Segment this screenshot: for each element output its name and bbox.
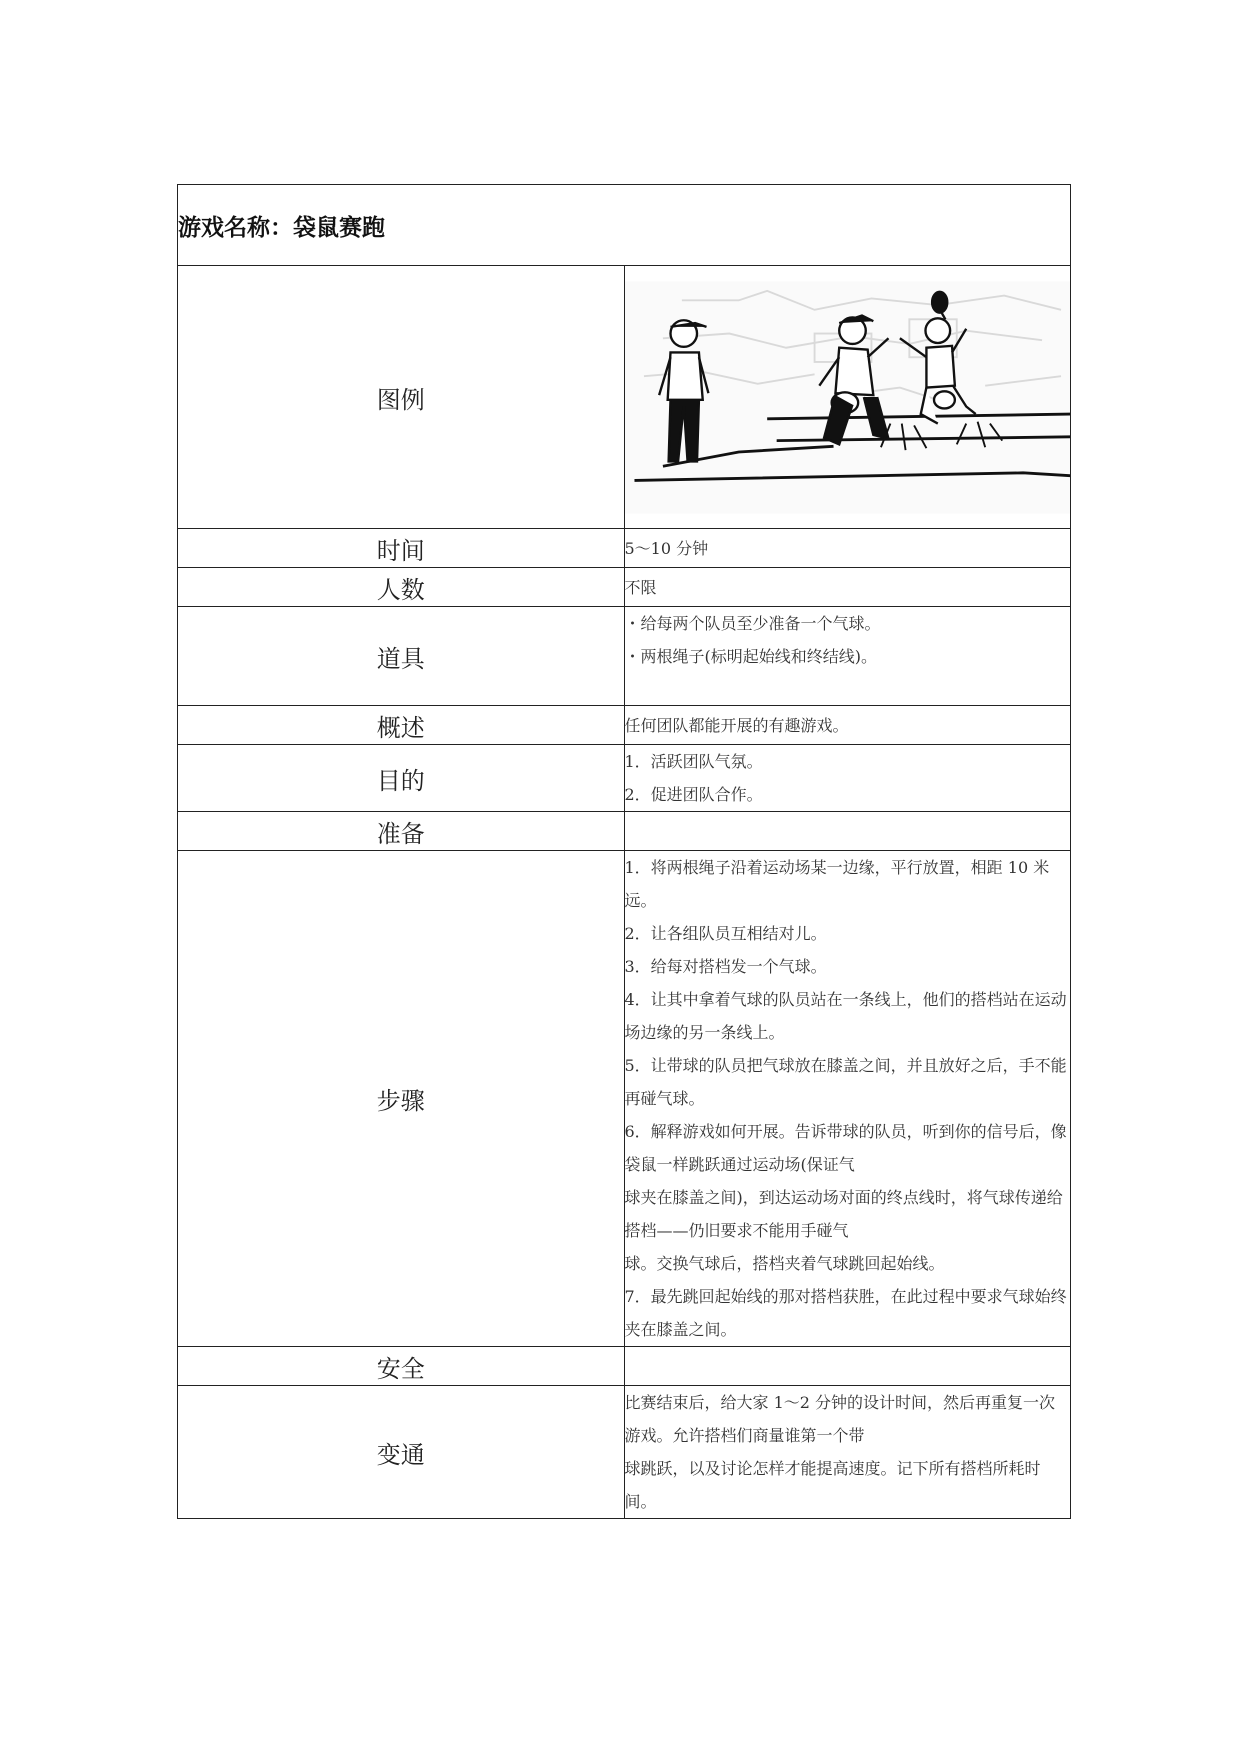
purpose-label: 目的 — [178, 745, 625, 812]
overview-value: 任何团队都能开展的有趣游戏。 — [624, 706, 1071, 745]
steps-content — [624, 851, 1071, 1347]
people-label: 人数 — [178, 568, 625, 607]
step-line: 球。交换气球后，搭档夹着气球跳回起始线。 — [624, 1254, 945, 1273]
safety-label: 安全 — [178, 1347, 625, 1386]
illustration-cell — [624, 266, 1071, 529]
game-title: 游戏名称：袋鼠赛跑 — [178, 185, 1071, 266]
safety-value — [624, 1347, 1071, 1386]
list-item: 2．促进团队合作。 — [624, 785, 763, 804]
time-label: 时间 — [178, 529, 625, 568]
step-line: 4．让其中拿着气球的队员站在一条线上，他们的搭档站在运动场边缘的另一条线上。 — [624, 990, 1067, 1042]
props-content — [624, 607, 1071, 706]
time-value: 5～10 分钟 — [624, 529, 1071, 568]
game-card-table — [177, 184, 1071, 1519]
preparation-value — [624, 812, 1071, 851]
step-line: 1．将两根绳子沿着运动场某一边缘，平行放置，相距 10 米远。 — [624, 858, 1050, 910]
step-line: 2．让各组队员互相结对儿。 — [624, 924, 827, 943]
props-label: 道具 — [178, 607, 625, 706]
step-line: 7．最先跳回起始线的那对搭档获胜，在此过程中要求气球始终夹在膝盖之间。 — [624, 1287, 1067, 1339]
list-item: ・两根绳子(标明起始线和终结线)。 — [624, 647, 877, 666]
variation-label: 变通 — [178, 1386, 625, 1519]
preparation-label: 准备 — [178, 812, 625, 851]
variation-line: 比赛结束后，给大家 1～2 分钟的设计时间，然后再重复一次游戏。允许搭档们商量谁第一个带 — [624, 1393, 1056, 1445]
steps-label: 步骤 — [178, 851, 625, 1347]
purpose-content — [624, 745, 1071, 812]
step-line: 5．让带球的队员把气球放在膝盖之间，并且放好之后，手不能再碰气球。 — [624, 1056, 1067, 1108]
overview-label: 概述 — [178, 706, 625, 745]
legend-label: 图例 — [178, 266, 625, 529]
step-line: 6．解释游戏如何开展。告诉带球的队员，听到你的信号后，像袋鼠一样跳跃通过运动场(保证气 — [624, 1122, 1067, 1174]
step-line: 球夹在膝盖之间)，到达运动场对面的终点线时，将气球传递给搭档——仍旧要求不能用手碰气 — [624, 1188, 1063, 1240]
list-item: ・给每两个队员至少准备一个气球。 — [624, 614, 881, 633]
step-line: 3．给每对搭档发一个气球。 — [624, 957, 827, 976]
variation-content — [624, 1386, 1071, 1519]
variation-line: 球跳跃，以及讨论怎样才能提高速度。记下所有搭档所耗时间。 — [624, 1459, 1041, 1511]
kangaroo-race-cartoon-illustration — [625, 275, 1071, 520]
list-item: 1．活跃团队气氛。 — [624, 752, 763, 771]
people-value: 不限 — [624, 568, 1071, 607]
